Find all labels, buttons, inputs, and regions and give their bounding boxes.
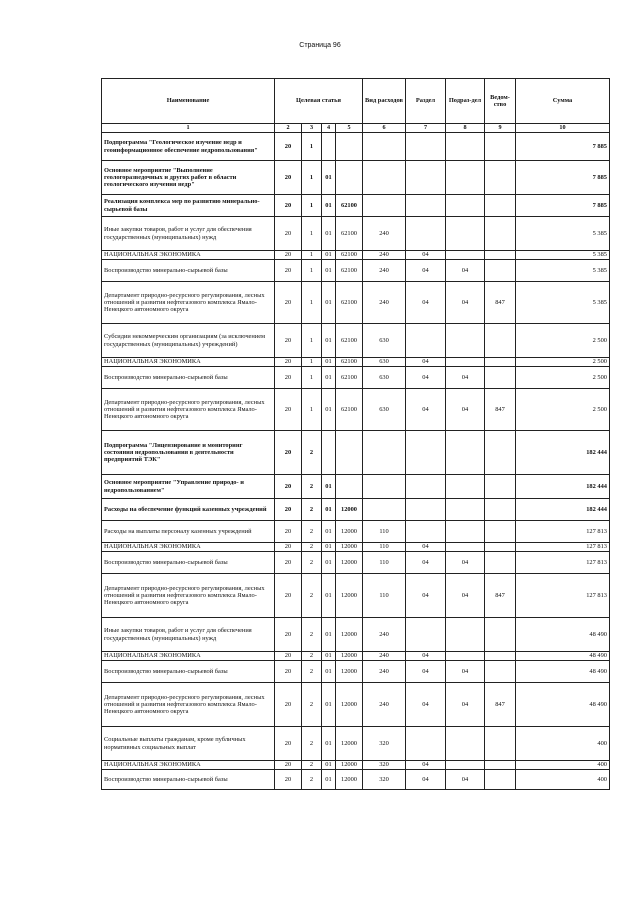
table-row — [102, 367, 610, 389]
cell-expense-type: 240 — [363, 661, 406, 683]
cell-target-program: 20 — [275, 195, 302, 217]
cell-name: Воспроизводство минерально-сырьевой базы — [102, 661, 275, 683]
cell-expense-type: 630 — [363, 358, 406, 367]
cell-department — [485, 618, 516, 652]
cell-section: 04 — [406, 543, 446, 552]
cell-section — [406, 195, 446, 217]
cell-target-event: 01 — [322, 251, 336, 260]
cell-target-event: 01 — [322, 389, 336, 431]
cell-target-subprogram: 1 — [302, 133, 322, 161]
cell-section — [406, 217, 446, 251]
cell-amount: 5 385 — [516, 260, 610, 282]
cell-department — [485, 543, 516, 552]
cell-target-event: 01 — [322, 770, 336, 790]
cell-name: Департамент природно-ресурсного регулирования, лесных отношений и развития нефтегазового комплекса Ямало-Ненецкого автономного округа — [102, 574, 275, 618]
cell-subsection: 04 — [446, 282, 485, 324]
cell-amount: 7 885 — [516, 133, 610, 161]
table-row — [102, 475, 610, 499]
cell-name: Департамент природно-ресурсного регулирования, лесных отношений и развития нефтегазового комплекса Ямало-Ненецкого автономного округа — [102, 282, 275, 324]
cell-name: НАЦИОНАЛЬНАЯ ЭКОНОМИКА — [102, 543, 275, 552]
cell-target-event: 01 — [322, 574, 336, 618]
cell-target-program: 20 — [275, 260, 302, 282]
table-row — [102, 133, 610, 161]
table-row — [102, 260, 610, 282]
cell-target-program: 20 — [275, 499, 302, 521]
cell-subsection — [446, 521, 485, 543]
cell-target-event: 01 — [322, 324, 336, 358]
cell-expense-type: 240 — [363, 282, 406, 324]
cell-target-direction — [336, 475, 363, 499]
table-row — [102, 552, 610, 574]
cell-target-subprogram: 2 — [302, 475, 322, 499]
cell-subsection — [446, 618, 485, 652]
table-row — [102, 282, 610, 324]
cell-target-program: 20 — [275, 770, 302, 790]
cell-target-subprogram: 2 — [302, 652, 322, 661]
cell-expense-type — [363, 499, 406, 521]
cell-expense-type: 320 — [363, 727, 406, 761]
header-section: Раздел — [406, 79, 446, 124]
table-row — [102, 499, 610, 521]
cell-amount: 182 444 — [516, 499, 610, 521]
cell-target-event: 01 — [322, 217, 336, 251]
cell-expense-type: 240 — [363, 618, 406, 652]
cell-target-direction: 12000 — [336, 652, 363, 661]
column-number: 7 — [406, 124, 446, 133]
cell-amount: 5 385 — [516, 282, 610, 324]
cell-target-subprogram: 1 — [302, 251, 322, 260]
cell-expense-type: 320 — [363, 770, 406, 790]
cell-target-subprogram: 2 — [302, 521, 322, 543]
cell-expense-type: 110 — [363, 574, 406, 618]
cell-name: Субсидии некоммерческим организациям (за исключением государственных (муниципальных) учреждений) — [102, 324, 275, 358]
cell-name: Основное мероприятие "Управление природо- и недропользованием" — [102, 475, 275, 499]
cell-target-direction: 62100 — [336, 251, 363, 260]
cell-department: 847 — [485, 389, 516, 431]
cell-amount: 48 490 — [516, 683, 610, 727]
cell-subsection — [446, 251, 485, 260]
header-target-article: Целевая статья — [275, 79, 363, 124]
table-row — [102, 324, 610, 358]
cell-target-program: 20 — [275, 367, 302, 389]
cell-subsection: 04 — [446, 367, 485, 389]
column-number: 5 — [336, 124, 363, 133]
cell-name: Иные закупки товаров, работ и услуг для обеспечения государственных (муниципальных) нужд — [102, 217, 275, 251]
cell-section — [406, 324, 446, 358]
column-number: 10 — [516, 124, 610, 133]
cell-target-direction: 12000 — [336, 543, 363, 552]
cell-target-subprogram: 1 — [302, 324, 322, 358]
table-row — [102, 217, 610, 251]
cell-target-direction: 62100 — [336, 367, 363, 389]
table-row — [102, 683, 610, 727]
column-number: 8 — [446, 124, 485, 133]
cell-expense-type: 240 — [363, 251, 406, 260]
cell-target-direction: 12000 — [336, 618, 363, 652]
page-number: Страница 96 — [299, 42, 341, 49]
table-row — [102, 727, 610, 761]
cell-subsection — [446, 652, 485, 661]
cell-expense-type: 240 — [363, 260, 406, 282]
cell-target-subprogram: 2 — [302, 761, 322, 770]
cell-section: 04 — [406, 574, 446, 618]
cell-target-event — [322, 133, 336, 161]
cell-subsection: 04 — [446, 574, 485, 618]
cell-target-direction: 12000 — [336, 683, 363, 727]
cell-department — [485, 652, 516, 661]
cell-section — [406, 161, 446, 195]
cell-amount: 2 500 — [516, 324, 610, 358]
cell-target-direction: 12000 — [336, 552, 363, 574]
cell-target-subprogram: 1 — [302, 389, 322, 431]
budget-table — [101, 78, 610, 790]
cell-amount: 48 490 — [516, 618, 610, 652]
cell-target-subprogram: 2 — [302, 661, 322, 683]
cell-department: 847 — [485, 574, 516, 618]
cell-name: Департамент природно-ресурсного регулирования, лесных отношений и развития нефтегазового комплекса Ямало-Ненецкого автономного округа — [102, 389, 275, 431]
cell-expense-type: 320 — [363, 761, 406, 770]
cell-target-direction: 62100 — [336, 389, 363, 431]
cell-section — [406, 618, 446, 652]
cell-name: Социальные выплаты гражданам, кроме публичных нормативных социальных выплат — [102, 727, 275, 761]
cell-target-subprogram: 2 — [302, 574, 322, 618]
cell-name: Воспроизводство минерально-сырьевой базы — [102, 260, 275, 282]
cell-department — [485, 251, 516, 260]
cell-target-subprogram: 1 — [302, 367, 322, 389]
cell-expense-type — [363, 133, 406, 161]
cell-name: НАЦИОНАЛЬНАЯ ЭКОНОМИКА — [102, 358, 275, 367]
cell-subsection — [446, 727, 485, 761]
table-row — [102, 618, 610, 652]
cell-expense-type — [363, 161, 406, 195]
cell-section — [406, 727, 446, 761]
cell-target-subprogram: 1 — [302, 282, 322, 324]
cell-target-program: 20 — [275, 251, 302, 260]
cell-subsection — [446, 324, 485, 358]
cell-subsection — [446, 499, 485, 521]
cell-target-direction: 12000 — [336, 761, 363, 770]
cell-section: 04 — [406, 251, 446, 260]
cell-target-subprogram: 2 — [302, 618, 322, 652]
cell-target-event: 01 — [322, 161, 336, 195]
cell-department — [485, 552, 516, 574]
cell-name: Подпрограмма "Лицензирование и мониторинг состояния недропользования в деятельности предприятий ТЭК" — [102, 431, 275, 475]
cell-subsection — [446, 195, 485, 217]
cell-amount: 2 500 — [516, 358, 610, 367]
cell-amount: 48 490 — [516, 661, 610, 683]
cell-department — [485, 260, 516, 282]
cell-subsection: 04 — [446, 770, 485, 790]
cell-amount: 2 500 — [516, 389, 610, 431]
cell-target-subprogram: 2 — [302, 683, 322, 727]
cell-target-event: 01 — [322, 618, 336, 652]
table-row — [102, 761, 610, 770]
cell-target-event: 01 — [322, 683, 336, 727]
cell-amount: 2 500 — [516, 367, 610, 389]
cell-subsection — [446, 217, 485, 251]
cell-target-event — [322, 431, 336, 475]
cell-target-program: 20 — [275, 727, 302, 761]
cell-department — [485, 661, 516, 683]
cell-target-subprogram: 2 — [302, 431, 322, 475]
cell-target-event: 01 — [322, 521, 336, 543]
cell-amount: 7 885 — [516, 195, 610, 217]
cell-subsection — [446, 358, 485, 367]
cell-section — [406, 431, 446, 475]
cell-amount: 182 444 — [516, 475, 610, 499]
cell-target-direction — [336, 431, 363, 475]
cell-section — [406, 521, 446, 543]
cell-name: Иные закупки товаров, работ и услуг для обеспечения государственных (муниципальных) нужд — [102, 618, 275, 652]
cell-amount: 48 490 — [516, 652, 610, 661]
cell-amount: 127 813 — [516, 574, 610, 618]
cell-amount: 5 385 — [516, 217, 610, 251]
header-amount: Сумма — [516, 79, 610, 124]
cell-target-event: 01 — [322, 260, 336, 282]
cell-subsection: 04 — [446, 683, 485, 727]
cell-department — [485, 195, 516, 217]
column-number: 4 — [322, 124, 336, 133]
table-row — [102, 661, 610, 683]
cell-department — [485, 521, 516, 543]
cell-expense-type: 110 — [363, 543, 406, 552]
cell-target-event: 01 — [322, 652, 336, 661]
cell-amount: 400 — [516, 761, 610, 770]
cell-expense-type — [363, 431, 406, 475]
cell-department — [485, 770, 516, 790]
cell-section: 04 — [406, 260, 446, 282]
table-row — [102, 195, 610, 217]
cell-subsection — [446, 761, 485, 770]
table-row — [102, 652, 610, 661]
cell-name: Департамент природно-ресурсного регулирования, лесных отношений и развития нефтегазового комплекса Ямало-Ненецкого автономного округа — [102, 683, 275, 727]
cell-target-subprogram: 1 — [302, 161, 322, 195]
column-number: 9 — [485, 124, 516, 133]
cell-amount: 400 — [516, 727, 610, 761]
cell-amount: 182 444 — [516, 431, 610, 475]
cell-target-subprogram: 2 — [302, 770, 322, 790]
cell-section — [406, 499, 446, 521]
cell-target-direction: 62100 — [336, 195, 363, 217]
header-name: Наименование — [102, 79, 275, 124]
cell-target-direction: 62100 — [336, 358, 363, 367]
cell-expense-type — [363, 475, 406, 499]
cell-department: 847 — [485, 282, 516, 324]
cell-section: 04 — [406, 652, 446, 661]
cell-target-program: 20 — [275, 661, 302, 683]
table-row — [102, 770, 610, 790]
cell-expense-type: 240 — [363, 217, 406, 251]
cell-target-program: 20 — [275, 543, 302, 552]
cell-target-subprogram: 2 — [302, 727, 322, 761]
cell-target-program: 20 — [275, 133, 302, 161]
cell-name: Реализация комплекса мер по развитию минерально-сырьевой базы — [102, 195, 275, 217]
table-body — [102, 133, 610, 790]
cell-subsection: 04 — [446, 552, 485, 574]
cell-section: 04 — [406, 358, 446, 367]
cell-name: Воспроизводство минерально-сырьевой базы — [102, 552, 275, 574]
cell-subsection — [446, 133, 485, 161]
cell-target-program: 20 — [275, 683, 302, 727]
cell-expense-type — [363, 195, 406, 217]
cell-name: Расходы на обеспечение функций казенных учреждений — [102, 499, 275, 521]
cell-target-event: 01 — [322, 475, 336, 499]
cell-target-subprogram: 2 — [302, 552, 322, 574]
cell-target-event: 01 — [322, 761, 336, 770]
header-expense-type: Вид расходов — [363, 79, 406, 124]
cell-subsection — [446, 431, 485, 475]
cell-section: 04 — [406, 367, 446, 389]
cell-expense-type: 630 — [363, 324, 406, 358]
cell-target-direction: 12000 — [336, 770, 363, 790]
cell-department — [485, 761, 516, 770]
cell-target-program: 20 — [275, 324, 302, 358]
cell-department — [485, 499, 516, 521]
cell-target-subprogram: 1 — [302, 260, 322, 282]
cell-expense-type: 630 — [363, 367, 406, 389]
cell-target-subprogram: 1 — [302, 358, 322, 367]
cell-section — [406, 475, 446, 499]
cell-amount: 7 885 — [516, 161, 610, 195]
cell-subsection: 04 — [446, 661, 485, 683]
cell-department — [485, 431, 516, 475]
cell-target-direction: 12000 — [336, 574, 363, 618]
cell-target-direction — [336, 161, 363, 195]
cell-target-subprogram: 2 — [302, 543, 322, 552]
cell-name: НАЦИОНАЛЬНАЯ ЭКОНОМИКА — [102, 761, 275, 770]
table-row — [102, 543, 610, 552]
cell-target-subprogram: 1 — [302, 195, 322, 217]
cell-section: 04 — [406, 389, 446, 431]
cell-section — [406, 133, 446, 161]
cell-department: 847 — [485, 683, 516, 727]
cell-target-direction: 62100 — [336, 217, 363, 251]
cell-target-program: 20 — [275, 282, 302, 324]
cell-target-event: 01 — [322, 727, 336, 761]
cell-target-direction: 12000 — [336, 499, 363, 521]
cell-target-direction: 62100 — [336, 260, 363, 282]
cell-target-subprogram: 2 — [302, 499, 322, 521]
cell-expense-type: 630 — [363, 389, 406, 431]
cell-name: Воспроизводство минерально-сырьевой базы — [102, 770, 275, 790]
cell-amount: 127 813 — [516, 543, 610, 552]
cell-department — [485, 217, 516, 251]
cell-target-program: 20 — [275, 358, 302, 367]
cell-name: НАЦИОНАЛЬНАЯ ЭКОНОМИКА — [102, 251, 275, 260]
cell-department — [485, 161, 516, 195]
cell-target-event: 01 — [322, 499, 336, 521]
table-row — [102, 358, 610, 367]
cell-subsection — [446, 543, 485, 552]
column-number: 2 — [275, 124, 302, 133]
column-number: 1 — [102, 124, 275, 133]
cell-target-program: 20 — [275, 521, 302, 543]
cell-target-event: 01 — [322, 543, 336, 552]
table-row — [102, 161, 610, 195]
cell-section: 04 — [406, 761, 446, 770]
cell-target-event: 01 — [322, 358, 336, 367]
table-row — [102, 431, 610, 475]
cell-expense-type: 110 — [363, 521, 406, 543]
cell-expense-type: 240 — [363, 683, 406, 727]
cell-department — [485, 475, 516, 499]
header-subsection: Подраз-дел — [446, 79, 485, 124]
cell-target-program: 20 — [275, 475, 302, 499]
cell-target-program: 20 — [275, 652, 302, 661]
cell-section: 04 — [406, 661, 446, 683]
column-number: 6 — [363, 124, 406, 133]
cell-section: 04 — [406, 683, 446, 727]
cell-name: Расходы на выплаты персоналу казенных учреждений — [102, 521, 275, 543]
cell-department — [485, 133, 516, 161]
cell-amount: 400 — [516, 770, 610, 790]
cell-target-program: 20 — [275, 431, 302, 475]
cell-target-program: 20 — [275, 217, 302, 251]
table-row — [102, 574, 610, 618]
cell-name: НАЦИОНАЛЬНАЯ ЭКОНОМИКА — [102, 652, 275, 661]
header-row — [102, 79, 610, 124]
cell-subsection — [446, 161, 485, 195]
cell-target-program: 20 — [275, 389, 302, 431]
cell-section: 04 — [406, 770, 446, 790]
cell-amount: 5 385 — [516, 251, 610, 260]
table-row — [102, 521, 610, 543]
cell-section: 04 — [406, 282, 446, 324]
table-row — [102, 389, 610, 431]
cell-name: Воспроизводство минерально-сырьевой базы — [102, 367, 275, 389]
cell-expense-type: 240 — [363, 652, 406, 661]
cell-subsection — [446, 475, 485, 499]
cell-section: 04 — [406, 552, 446, 574]
cell-target-event: 01 — [322, 661, 336, 683]
cell-department — [485, 727, 516, 761]
cell-target-direction: 62100 — [336, 282, 363, 324]
cell-subsection: 04 — [446, 389, 485, 431]
cell-target-event: 01 — [322, 552, 336, 574]
cell-target-program: 20 — [275, 161, 302, 195]
cell-target-event: 01 — [322, 367, 336, 389]
cell-target-program: 20 — [275, 761, 302, 770]
cell-target-direction — [336, 133, 363, 161]
cell-department — [485, 367, 516, 389]
column-number: 3 — [302, 124, 322, 133]
cell-department — [485, 358, 516, 367]
cell-subsection: 04 — [446, 260, 485, 282]
cell-expense-type: 110 — [363, 552, 406, 574]
cell-target-subprogram: 1 — [302, 217, 322, 251]
cell-amount: 127 813 — [516, 521, 610, 543]
table-row — [102, 251, 610, 260]
cell-target-direction: 12000 — [336, 727, 363, 761]
cell-target-program: 20 — [275, 618, 302, 652]
cell-target-direction: 12000 — [336, 521, 363, 543]
cell-target-program: 20 — [275, 574, 302, 618]
cell-name: Подпрограмма "Геологическое изучение недр и геоинформационное обеспечение недропользования" — [102, 133, 275, 161]
cell-target-direction: 62100 — [336, 324, 363, 358]
cell-target-event: 01 — [322, 282, 336, 324]
header-department: Ведом-ство — [485, 79, 516, 124]
cell-department — [485, 324, 516, 358]
cell-amount: 127 813 — [516, 552, 610, 574]
cell-target-event: 01 — [322, 195, 336, 217]
column-number-row — [102, 124, 610, 133]
cell-target-program: 20 — [275, 552, 302, 574]
cell-name: Основное мероприятие "Выполнение геологоразведочных и других работ в области геологического изучения недр" — [102, 161, 275, 195]
cell-target-direction: 12000 — [336, 661, 363, 683]
